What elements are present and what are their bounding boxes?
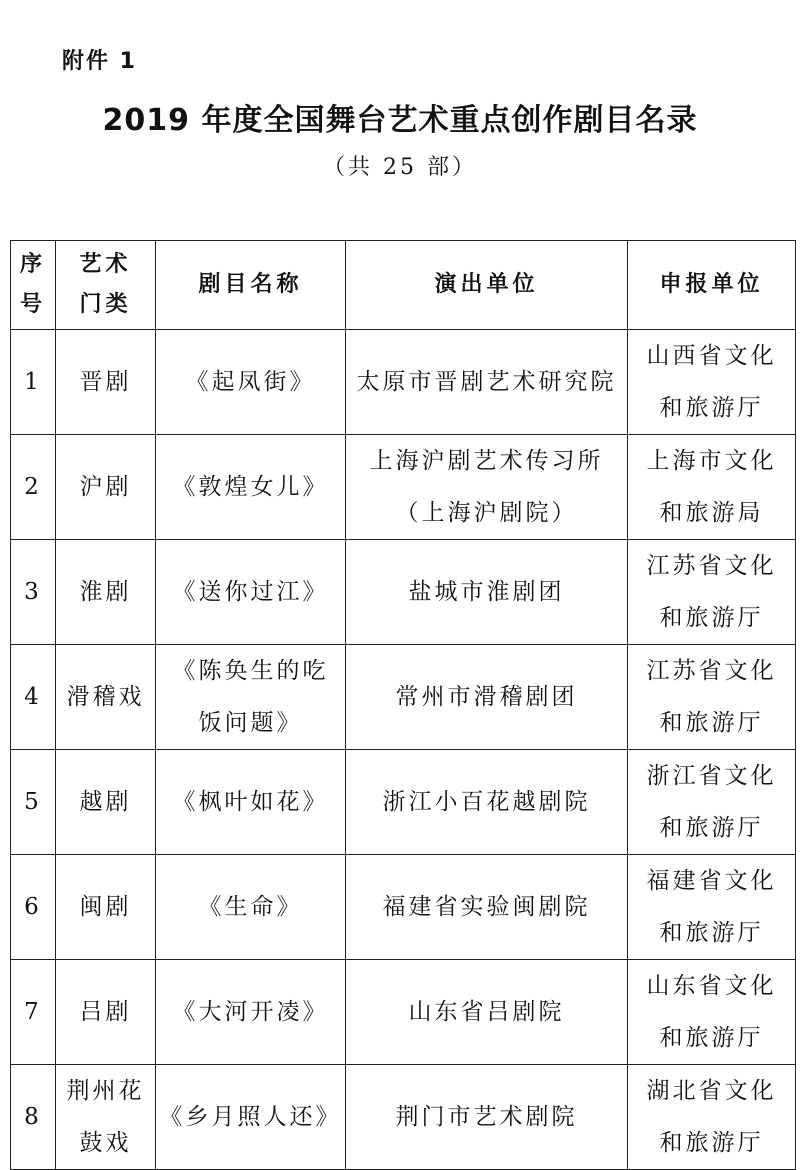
cell-performer <box>346 750 628 855</box>
page-subtitle: （共 25 部） <box>323 155 477 180</box>
cell-no: 3 <box>11 540 56 645</box>
cell-applicant-line: 和旅游厅 <box>659 605 764 631</box>
cell-applicant-line: 和旅游厅 <box>659 815 764 841</box>
header-performer: 演出单位 <box>346 241 628 330</box>
cell-applicant <box>628 540 796 645</box>
cell-category-line: 闽剧 <box>79 894 132 920</box>
cell-name <box>156 855 346 960</box>
cell-applicant <box>628 750 796 855</box>
cell-category <box>56 1065 156 1170</box>
cell-name-line: 《枫叶如花》 <box>172 789 329 815</box>
cell-name <box>156 540 346 645</box>
cell-performer-line: 上海沪剧艺术传习所 <box>369 448 604 474</box>
cell-name <box>156 750 346 855</box>
cell-applicant-line: 湖北省文化 <box>646 1078 777 1104</box>
cell-category-line: 淮剧 <box>79 579 132 605</box>
cell-name-line: 《大河开凌》 <box>172 999 329 1025</box>
table-row <box>11 750 796 855</box>
cell-performer <box>346 540 628 645</box>
cell-name-line: 《敦煌女儿》 <box>172 474 329 500</box>
cell-category <box>56 435 156 540</box>
cell-no: 7 <box>11 960 56 1065</box>
page-title: 2019 年度全国舞台艺术重点创作剧目名录 <box>102 103 698 138</box>
cell-performer-line: 山东省吕剧院 <box>408 999 565 1025</box>
table-row <box>11 855 796 960</box>
cell-name <box>156 1065 346 1170</box>
cell-performer <box>346 855 628 960</box>
header-no <box>11 241 56 330</box>
cell-applicant <box>628 435 796 540</box>
cell-applicant-line: 山东省文化 <box>646 973 777 999</box>
cell-name-line: 《陈奂生的吃 <box>172 658 329 684</box>
header-applicant: 申报单位 <box>628 241 796 330</box>
cell-applicant <box>628 645 796 750</box>
cell-name-line: 《乡月照人还》 <box>159 1104 342 1130</box>
cell-applicant-line: 和旅游局 <box>659 500 764 526</box>
cell-performer-line: 福建省实验闽剧院 <box>382 894 591 920</box>
cell-performer <box>346 645 628 750</box>
cell-no: 6 <box>11 855 56 960</box>
header-name: 剧目名称 <box>156 241 346 330</box>
cell-no: 4 <box>11 645 56 750</box>
cell-category-line: 晋剧 <box>79 369 132 395</box>
cell-name <box>156 330 346 435</box>
cell-category-line: 鼓戏 <box>79 1130 132 1156</box>
table-row <box>11 330 796 435</box>
attachment-label: 附件 1 <box>62 49 137 74</box>
cell-applicant-line: 上海市文化 <box>646 448 777 474</box>
header-category <box>56 241 156 330</box>
cell-performer-line: 盐城市淮剧团 <box>408 579 565 605</box>
cell-applicant-line: 和旅游厅 <box>659 1025 764 1051</box>
cell-applicant-line: 和旅游厅 <box>659 1130 764 1156</box>
cell-applicant-line: 浙江省文化 <box>646 763 777 789</box>
cell-performer <box>346 435 628 540</box>
cell-performer-line: 常州市滑稽剧团 <box>395 684 578 710</box>
cell-applicant-line: 和旅游厅 <box>659 710 764 736</box>
cell-category <box>56 645 156 750</box>
cell-no: 5 <box>11 750 56 855</box>
cell-category-line: 沪剧 <box>79 474 132 500</box>
cell-category <box>56 960 156 1065</box>
cell-name-line: 《送你过江》 <box>172 579 329 605</box>
cell-category-line: 荆州花 <box>66 1078 145 1104</box>
cell-performer-line: 太原市晋剧艺术研究院 <box>356 369 617 395</box>
table-row <box>11 960 796 1065</box>
cell-category-line: 越剧 <box>79 789 132 815</box>
cell-performer <box>346 960 628 1065</box>
table-row <box>11 435 796 540</box>
table-row <box>11 540 796 645</box>
header-no-line1: 序 <box>19 252 46 277</box>
cell-category <box>56 330 156 435</box>
cell-applicant-line: 山西省文化 <box>646 343 777 369</box>
cell-applicant-line: 江苏省文化 <box>646 658 777 684</box>
table-header-row <box>11 241 796 330</box>
cell-applicant <box>628 960 796 1065</box>
cell-no: 8 <box>11 1065 56 1170</box>
cell-no: 2 <box>11 435 56 540</box>
header-category-line1: 艺术 <box>79 252 132 277</box>
cell-name <box>156 435 346 540</box>
table-row <box>11 1065 796 1170</box>
cell-name <box>156 645 346 750</box>
table-row <box>11 645 796 750</box>
cell-no: 1 <box>11 330 56 435</box>
cell-performer-line: 浙江小百花越剧院 <box>382 789 591 815</box>
header-no-line2: 号 <box>19 292 46 317</box>
cell-name-line: 饭问题》 <box>198 710 303 736</box>
cell-name <box>156 960 346 1065</box>
cell-performer-line: 荆门市艺术剧院 <box>395 1104 578 1130</box>
cell-applicant <box>628 330 796 435</box>
cell-applicant-line: 江苏省文化 <box>646 553 777 579</box>
cell-performer <box>346 1065 628 1170</box>
cell-performer-line: （上海沪剧院） <box>395 500 578 526</box>
cell-category <box>56 540 156 645</box>
cell-performer <box>346 330 628 435</box>
cell-applicant <box>628 1065 796 1170</box>
cell-category <box>56 750 156 855</box>
header-category-line2: 门类 <box>79 292 132 317</box>
repertoire-table <box>10 240 796 1170</box>
cell-applicant <box>628 855 796 960</box>
cell-applicant-line: 和旅游厅 <box>659 395 764 421</box>
cell-applicant-line: 和旅游厅 <box>659 920 764 946</box>
cell-category-line: 滑稽戏 <box>66 684 145 710</box>
cell-category <box>56 855 156 960</box>
cell-category-line: 吕剧 <box>79 999 132 1025</box>
cell-applicant-line: 福建省文化 <box>646 868 777 894</box>
cell-name-line: 《生命》 <box>198 894 303 920</box>
cell-name-line: 《起凤街》 <box>185 369 316 395</box>
